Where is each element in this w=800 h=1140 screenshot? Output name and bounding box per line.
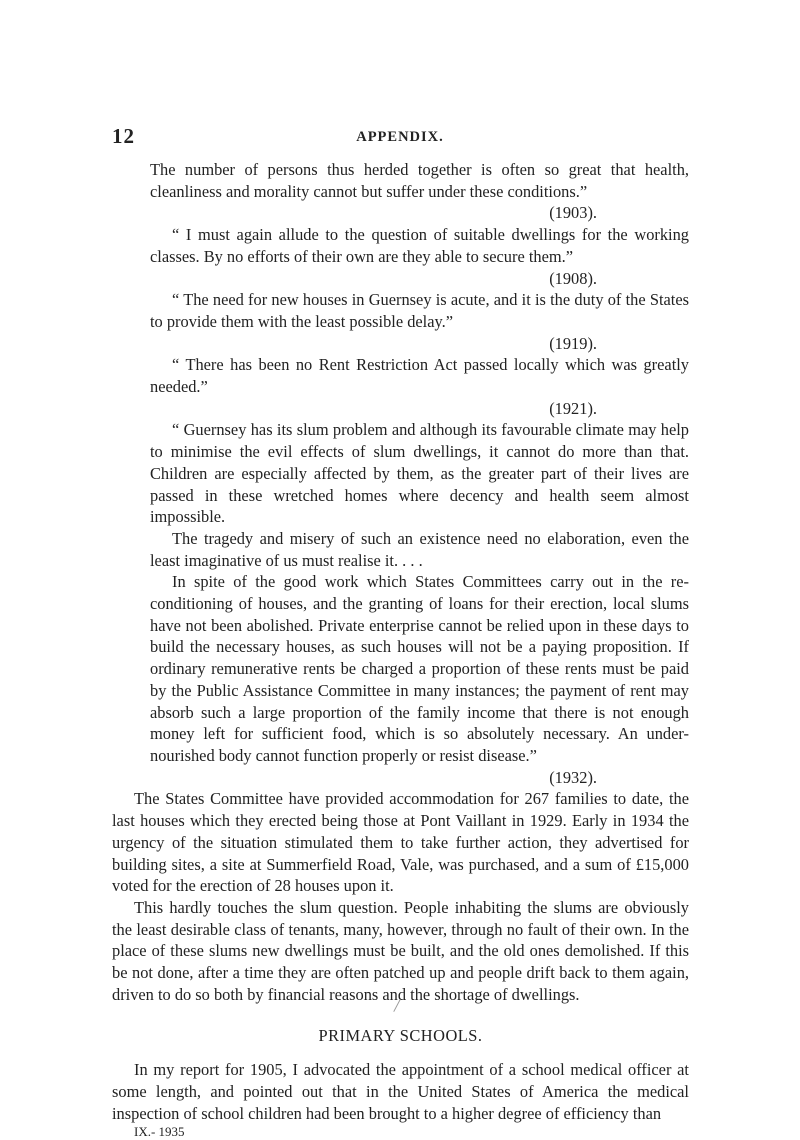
year-citation: (1908). xyxy=(549,268,597,288)
printer-signature: IX.- 1935 xyxy=(134,1124,185,1140)
section-heading: PRIMARY SCHOOLS. xyxy=(318,1026,483,1046)
body-paragraph: The States Committee have provided accommodation for 267 families to date, the last houses which they erected being those at Pont Vaillant in 1929. Early in 1934 the urgency of the situation stimulated them to take further action, they advertised for building sites, a site at Summerfield Road, Vale, was purchased, and a sum of £15,000 voted for the erection of 28 houses upon it. xyxy=(112,789,689,896)
section-paragraph: In my report for 1905, I advocated the appointment of a school medical officer at some length, and pointed out that in the United States of America the medical inspection of school children had been brought to a higher degree of efficiency than xyxy=(112,1060,689,1123)
quote-paragraph: “ The need for new houses in Guernsey is acute, and it is the duty of the States to provide them with the least possible delay.” xyxy=(150,290,689,331)
running-title: APPENDIX. xyxy=(356,129,444,145)
year-citation: (1903). xyxy=(549,203,597,223)
body-paragraph: This hardly touches the slum question. People inhabiting the slums are obviously the least desirable class of tenants, many, however, through no fault of their own. In the place of these slums new dwellings must be built, and the old ones demolished. If this be not done, after a time they are often patched up and people drift back to them again, driven to do so both by financial reasons and the shortage of dwellings. xyxy=(112,897,689,1004)
quote-paragraph: In spite of the good work which States Committees carry out in the re-conditioning of houses, and the granting of loans for their erection, local slums have not been abolished. Private enterprise cannot be relied upon in these days to build the necessary houses, as such houses will not be a paying proposition. If ordinary remunerative rents be charged a proportion of these rents must be paid by the Public Assistance Committee in many instances; the payment of rent may absorb such a large proportion of the family income that there is not enough money left for sufficient food, which is so absolutely necessary. An under-nourished body cannot function properly or resist disease.” xyxy=(150,572,689,765)
page-number: 12 xyxy=(112,124,135,148)
quote-paragraph: “ There has been no Rent Restriction Act passed locally which was greatly needed.” xyxy=(150,355,689,397)
quote-paragraph: “ Guernsey has its slum problem and although its favourable climate may help to minimise the evil effects of slum dwellings, it cannot do more than that. Children are especially affected by them, as the greater part of their lives are passed in these wretched homes where decency and health seem almost impossible. xyxy=(150,420,689,527)
year-citation: (1921). xyxy=(549,398,597,418)
quote-paragraph: The number of persons thus herded together is often so great that health, cleanliness and morality cannot but suffer under these conditions.” xyxy=(150,160,689,201)
year-citation: (1932). xyxy=(549,767,597,787)
quote-paragraph: “ I must again allude to the question of suitable dwellings for the working classes. By no efforts of their own are they able to secure them.” xyxy=(150,225,689,266)
quote-paragraph: The tragedy and misery of such an existence need no elaboration, even the least imaginative of us must realise it. . . . xyxy=(150,528,689,570)
year-citation: (1919). xyxy=(549,333,597,353)
body-text xyxy=(112,159,689,1140)
